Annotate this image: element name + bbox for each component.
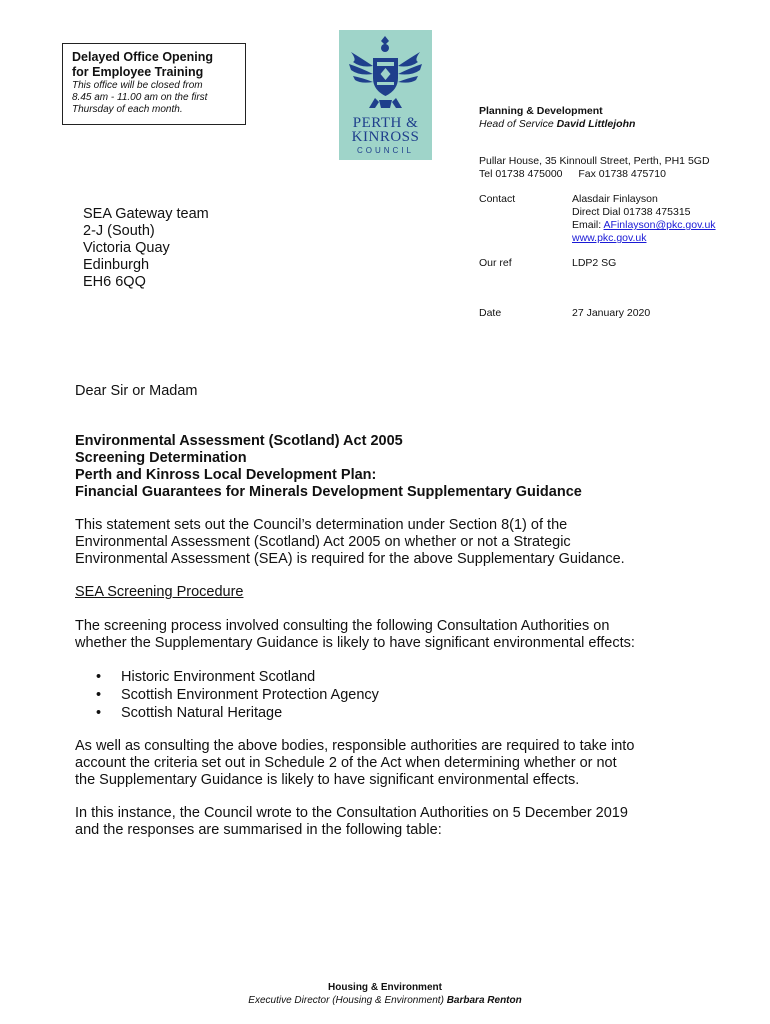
recipient-line: 2-J (South) — [83, 223, 155, 239]
head-of-service-label: Head of Service — [479, 118, 554, 130]
subject-line: Environmental Assessment (Scotland) Act 2005 — [75, 433, 403, 449]
date-value: 27 January 2020 — [572, 307, 651, 319]
list-item-text: Historic Environment Scotland — [121, 669, 316, 685]
notice-title-line2: for Employee Training — [72, 65, 204, 79]
head-of-service — [479, 118, 635, 131]
office-address: Pullar House, 35 Kinnoull Street, Perth, PH1 5GD — [479, 155, 710, 167]
recipient-line: Edinburgh — [83, 257, 150, 273]
footer-department: Housing & Environment — [328, 982, 442, 993]
website-link[interactable]: www.pkc.gov.uk — [572, 232, 647, 244]
email-label: Email: — [572, 219, 602, 231]
footer-director-label: Executive Director (Housing & Environment) — [248, 995, 444, 1006]
list-item — [96, 704, 379, 722]
direct-dial: Direct Dial 01738 475315 — [572, 206, 691, 218]
paragraph-screening — [75, 618, 715, 652]
paragraph-determination — [75, 517, 715, 568]
list-item-text: Scottish Environment Protection Agency — [121, 687, 379, 703]
notice-title-line1: Delayed Office Opening — [72, 50, 214, 64]
recipient-line: EH6 6QQ — [83, 274, 146, 290]
notice-body-line2: 8.45 am - 11.00 am on the first — [72, 92, 208, 103]
our-ref-value: LDP2 SG — [572, 257, 617, 269]
footer-director-name: Barbara Renton — [446, 995, 522, 1006]
contact-name: Alasdair Finlayson — [572, 193, 658, 205]
logo-word-council: COUNCIL — [356, 146, 414, 155]
recipient-address — [83, 206, 209, 291]
paragraph-line: whether the Supplementary Guidance is likely to have significant environmental effects: — [75, 635, 635, 651]
list-item — [96, 686, 379, 704]
contact-label: Contact — [479, 193, 516, 205]
logo-word-perth: PERTH & — [352, 115, 419, 131]
paragraph-line: In this instance, the Council wrote to the Consultation Authorities on 5 December 2019 — [75, 805, 628, 821]
bullet-icon: • — [96, 687, 102, 703]
paragraph-criteria — [75, 738, 715, 789]
section-heading-text: SEA Screening Procedure — [75, 584, 244, 600]
paragraph-line: and the responses are summarised in the following table: — [75, 822, 442, 838]
notice-body-line1: This office will be closed from — [72, 80, 203, 91]
salutation: Dear Sir or Madam — [75, 383, 198, 399]
subject-line: Financial Guarantees for Minerals Development Supplementary Guidance — [75, 484, 582, 500]
bullet-icon: • — [96, 669, 102, 685]
our-ref-label: Our ref — [479, 257, 512, 269]
subject-line: Perth and Kinross Local Development Plan: — [75, 467, 377, 483]
paragraph-line: As well as consulting the above bodies, responsible authorities are required to take into — [75, 738, 635, 754]
phone-line — [479, 168, 666, 181]
bullet-icon: • — [96, 705, 102, 721]
council-logo — [339, 30, 432, 160]
recipient-line: Victoria Quay — [83, 240, 170, 256]
fax-number: Fax 01738 475710 — [578, 168, 666, 180]
paragraph-line: the Supplementary Guidance is likely to have significant environmental effects. — [75, 772, 580, 788]
eagle-crest-icon — [339, 30, 432, 116]
recipient-line: SEA Gateway team — [83, 206, 209, 222]
telephone-number: Tel 01738 475000 — [479, 168, 563, 180]
logo-word-kinross: KINROSS — [351, 129, 420, 145]
email-link[interactable]: AFinlayson@pkc.gov.uk — [603, 219, 716, 231]
subject-line: Screening Determination — [75, 450, 247, 466]
list-item — [96, 668, 379, 686]
paragraph-line: This statement sets out the Council’s determination under Section 8(1) of the — [75, 517, 568, 533]
paragraph-line: The screening process involved consulting the following Consultation Authorities on — [75, 618, 610, 634]
list-item-text: Scottish Natural Heritage — [121, 705, 283, 721]
head-of-service-name: David Littlejohn — [556, 118, 636, 130]
notice-body-line3: Thursday of each month. — [72, 104, 183, 115]
consultation-authorities-list — [96, 668, 379, 722]
paragraph-responses — [75, 805, 715, 839]
paragraph-line: Environmental Assessment (Scotland) Act 2005 on whether or not a Strategic — [75, 534, 571, 550]
office-opening-notice — [62, 43, 246, 125]
paragraph-line: Environmental Assessment (SEA) is required for the above Supplementary Guidance. — [75, 551, 625, 567]
department-name: Planning & Development — [479, 105, 603, 117]
date-label: Date — [479, 307, 502, 319]
email-line — [572, 219, 716, 232]
footer-director — [0, 995, 770, 1008]
section-heading — [75, 584, 715, 601]
subject-block — [75, 433, 715, 501]
paragraph-line: account the criteria set out in Schedule 2 of the Act when determining whether or not — [75, 755, 617, 771]
